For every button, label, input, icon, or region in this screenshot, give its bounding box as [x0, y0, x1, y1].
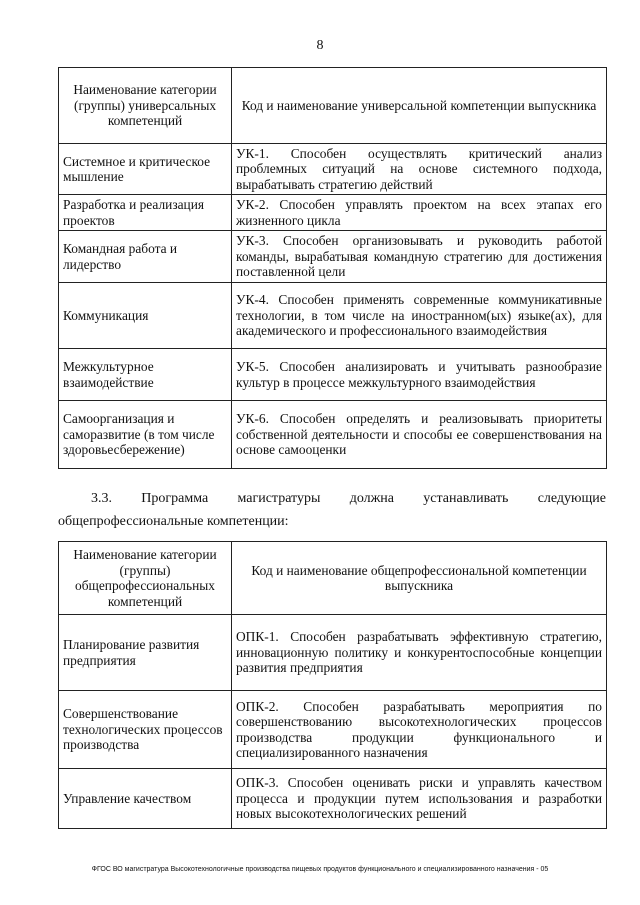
table-row	[59, 401, 607, 469]
competence-cell: ОПК-2. Способен разрабатывать мероприятия по совершенствованию высокотехнологических процессов производства продукции функционального и специализированного назначения	[232, 691, 607, 769]
header-category: Наименование категории (группы) общепрофессиональных компетенций	[59, 542, 232, 615]
table-row	[59, 769, 607, 829]
table-row	[59, 691, 607, 769]
category-cell: Межкультурное взаимодействие	[59, 349, 232, 401]
category-cell: Командная работа и лидерство	[59, 231, 232, 283]
header-category: Наименование категории (группы) универсальных компетенций	[59, 68, 232, 144]
table-header-row	[59, 542, 607, 615]
table-row	[59, 144, 607, 195]
category-cell: Управление качеством	[59, 769, 232, 829]
competence-cell: ОПК-1. Способен разрабатывать эффективную стратегию, инновационную политику и конкурентоспособные концепции развития предприятия	[232, 615, 607, 691]
category-cell: Разработка и реализация проектов	[59, 195, 232, 231]
header-code: Код и наименование универсальной компетенции выпускника	[232, 68, 607, 144]
page-footer: ФГОС ВО магистратура Высокотехнологичные производства пищевых продуктов функционального и специализированного назначения - 05	[91, 866, 549, 873]
competence-cell: УК-2. Способен управлять проектом на всех этапах его жизненного цикла	[232, 195, 607, 231]
competence-cell: ОПК-3. Способен оценивать риски и управлять качеством процесса и продукции путем использования и разработки новых высокотехнологических решений	[232, 769, 607, 829]
paragraph-line-2: общепрофессиональные компетенции:	[58, 514, 289, 529]
category-cell: Коммуникация	[59, 283, 232, 349]
competence-cell: УК-3. Способен организовывать и руководить работой команды, вырабатывая командную стратегию для достижения поставленной цели	[232, 231, 607, 283]
paragraph-line-1: 3.3. Программа магистратуры должна устанавливать следующие	[91, 491, 606, 506]
page-number: 8	[316, 38, 324, 53]
header-code: Код и наименование общепрофессиональной компетенции выпускника	[232, 542, 607, 615]
table-row	[59, 231, 607, 283]
table-header-row	[59, 68, 607, 144]
table-row	[59, 195, 607, 231]
table-row	[59, 615, 607, 691]
table-row	[59, 349, 607, 401]
category-cell: Системное и критическое мышление	[59, 144, 232, 195]
table-row	[59, 283, 607, 349]
category-cell: Совершенствование технологических процессов производства	[59, 691, 232, 769]
category-cell: Планирование развития предприятия	[59, 615, 232, 691]
competence-cell: УК-1. Способен осуществлять критический анализ проблемных ситуаций на основе системного подхода, вырабатывать стратегию действий	[232, 144, 607, 195]
competence-cell: УК-4. Способен применять современные коммуникативные технологии, в том числе на иностранном(ых) языке(ах), для академического и профессионального взаимодействия	[232, 283, 607, 349]
category-cell: Самоорганизация и саморазвитие (в том числе здоровьесбережение)	[59, 401, 232, 469]
competence-cell: УК-5. Способен анализировать и учитывать разнообразие культур в процессе межкультурного взаимодействия	[232, 349, 607, 401]
universal-competencies-table	[58, 67, 607, 469]
competence-cell: УК-6. Способен определять и реализовывать приоритеты собственной деятельности и способы ее совершенствования на основе самооценки	[232, 401, 607, 469]
general-professional-competencies-table	[58, 541, 607, 829]
